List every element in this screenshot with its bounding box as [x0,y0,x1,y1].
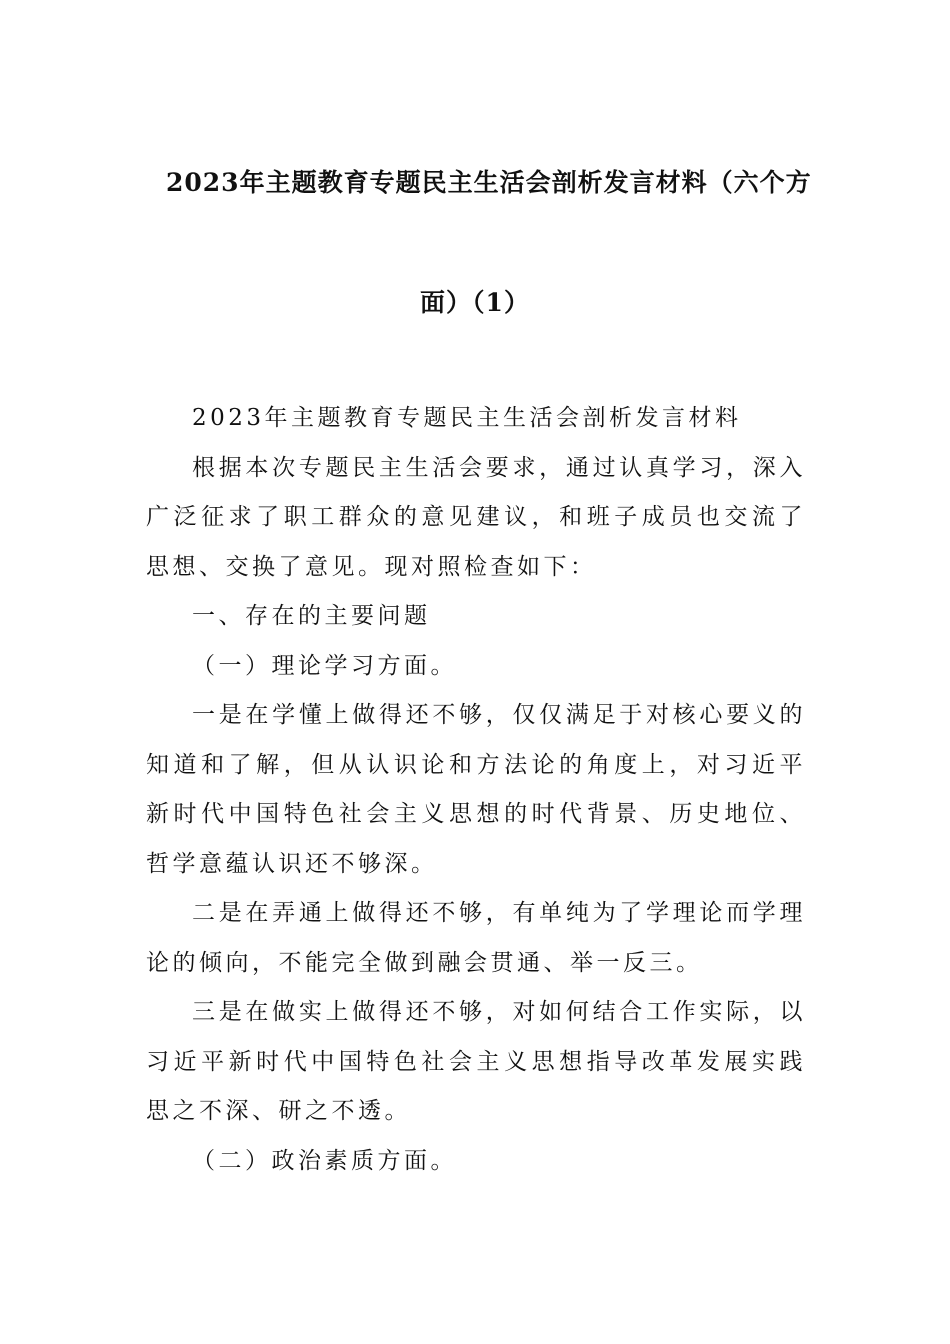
document-title-line-1: 2023年主题教育专题民主生活会剖析发言材料（六个方 [166,168,812,197]
body-paragraph: 一是在学懂上做得还不够，仅仅满足于对核心要义的知道和了解，但从认识论和方法论的角度上，对习近平新时代中国特色社会主义思想的时代背景、历史地位、哲学意蕴认识还不够深。 [146,702,806,877]
section-heading: 一、存在的主要问题 [192,603,431,629]
subsection-heading: （二）政治素质方面。 [192,1147,457,1174]
subtitle-paragraph: 2023年主题教育专题民主生活会剖析发言材料 [192,405,742,431]
document-body [146,394,806,1186]
body-paragraph: 二是在弄通上做得还不够，有单纯为了学理论而学理论的倾向，不能完全做到融会贯通、举一反三。 [146,900,806,976]
subsection-heading: （一）理论学习方面。 [192,652,457,679]
intro-paragraph: 根据本次专题民主生活会要求，通过认真学习，深入广泛征求了职工群众的意见建议，和班子成员也交流了思想、交换了意见。现对照检查如下： [146,454,806,580]
body-paragraph: 三是在做实上做得还不够，对如何结合工作实际，以习近平新时代中国特色社会主义思想指导改革发展实践思之不深、研之不透。 [146,999,806,1124]
document-title-line-2: 面）（1） [420,288,530,317]
